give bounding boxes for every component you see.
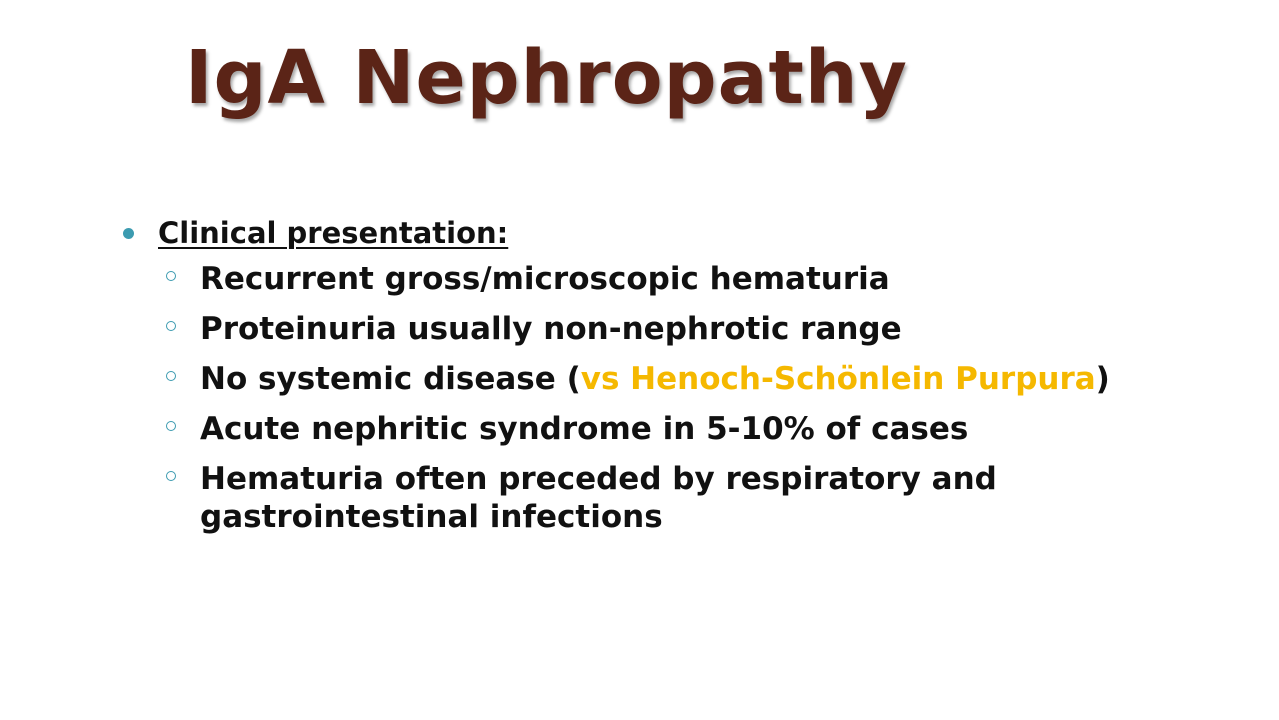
- list-item: [120, 260, 1260, 298]
- highlighted-comparison-text: vs Henoch-Schönlein Purpura: [580, 361, 1096, 397]
- list-item-text-prefix: No systemic disease (: [200, 361, 581, 397]
- clinical-presentation-heading: Clinical presentation:: [158, 216, 509, 250]
- list-item-text: Hematuria often preceded by respiratory and gastrointestinal infections: [200, 461, 997, 535]
- sub-bullet-list: [120, 260, 1260, 536]
- list-item-text: Proteinuria usually non-nephrotic range: [200, 311, 902, 347]
- list-item: [120, 310, 1260, 348]
- list-item-text: Acute nephritic syndrome in 5-10% of cases: [200, 411, 969, 447]
- heading-bullet-item: [120, 210, 1260, 256]
- ring-bullet-icon: [166, 371, 176, 381]
- filled-circle-bullet-icon: [123, 228, 134, 239]
- ring-bullet-icon: [166, 421, 176, 431]
- list-item: [120, 460, 1260, 536]
- ring-bullet-icon: [166, 471, 176, 481]
- list-item-text: Recurrent gross/microscopic hematuria: [200, 261, 890, 297]
- slide-content: [120, 210, 1260, 536]
- ring-bullet-icon: [166, 321, 176, 331]
- slide-title: IgA Nephropathy: [185, 35, 908, 121]
- list-item: [120, 360, 1260, 398]
- ring-bullet-icon: [166, 271, 176, 281]
- list-item-text-suffix: ): [1095, 361, 1110, 397]
- list-item: [120, 410, 1260, 448]
